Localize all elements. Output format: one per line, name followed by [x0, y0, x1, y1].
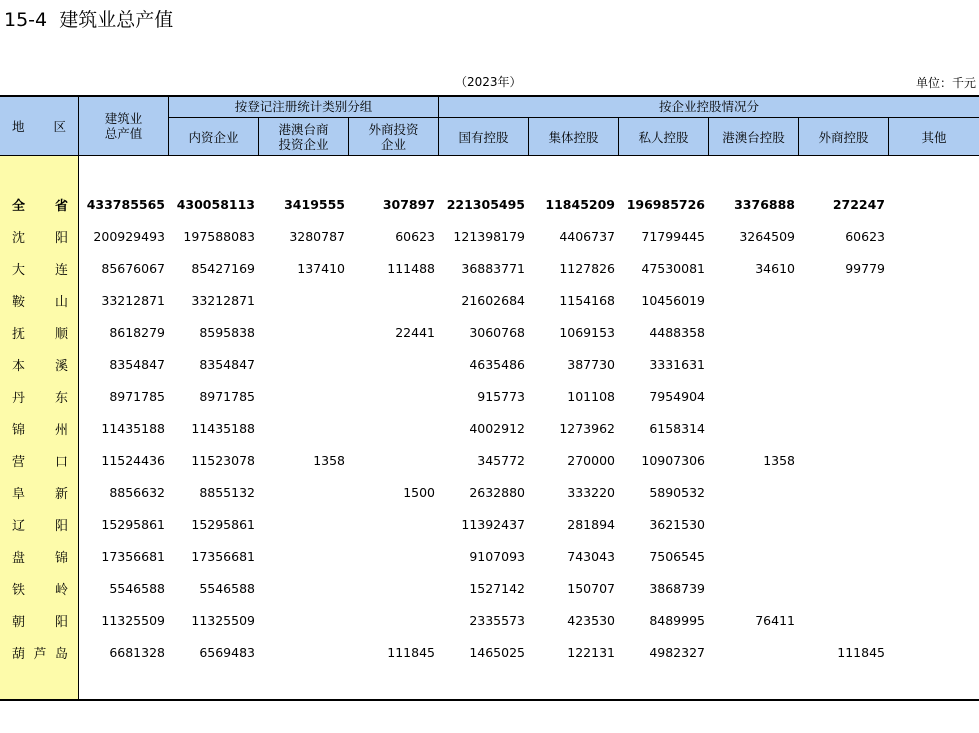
header-foreign-holding: 外商控股: [818, 129, 869, 145]
data-cell: 200929493: [93, 228, 165, 244]
data-cell: [889, 348, 979, 380]
unit-label: 单位：千元: [915, 76, 976, 90]
data-cell: [349, 604, 438, 636]
data-cell: 22441: [395, 324, 435, 340]
data-cell: 85427169: [191, 260, 255, 276]
data-cell: [349, 444, 438, 476]
data-cell: [799, 380, 888, 412]
region-char: 锦: [54, 550, 68, 566]
region-char: 辽: [12, 518, 26, 534]
region-char: 全: [12, 198, 26, 214]
data-cell: 423530: [567, 612, 615, 628]
header-region-char: 区: [53, 118, 66, 134]
row-region-label: [0, 540, 78, 572]
region-char: 连: [54, 262, 68, 278]
data-cell: 4982327: [649, 644, 705, 660]
data-cell: 21602684: [461, 292, 525, 308]
data-cell: 387730: [567, 356, 615, 372]
data-cell: [259, 540, 348, 572]
data-cell: [799, 540, 888, 572]
data-cell: 1527142: [469, 580, 525, 596]
data-cell: 430058113: [176, 196, 255, 212]
row-region-label: [0, 572, 78, 604]
data-cell: 1127826: [559, 260, 615, 276]
region-char: 鞍: [12, 294, 26, 310]
region-char: 沈: [12, 230, 26, 246]
data-cell: [709, 540, 798, 572]
region-char: 铁: [12, 582, 26, 598]
data-cell: [889, 508, 979, 540]
header-private: 私人控股: [638, 129, 689, 145]
data-cell: 15295861: [101, 516, 165, 532]
row-region-label: [0, 348, 78, 380]
data-cell: 4406737: [559, 228, 615, 244]
data-cell: 85676067: [101, 260, 165, 276]
data-cell: 7954904: [649, 388, 705, 404]
data-cell: [709, 284, 798, 316]
data-cell: 433785565: [86, 196, 165, 212]
data-cell: 8354847: [199, 356, 255, 372]
data-cell: 3264509: [739, 228, 795, 244]
data-cell: [709, 348, 798, 380]
row-region-label: [0, 252, 78, 284]
data-cell: 34610: [755, 260, 795, 276]
data-cell: [799, 348, 888, 380]
data-cell: [709, 476, 798, 508]
data-cell: 15295861: [191, 516, 255, 532]
row-region-label: [0, 188, 78, 220]
data-cell: 272247: [832, 196, 885, 212]
data-cell: 6681328: [109, 644, 165, 660]
region-char: 锦: [12, 422, 26, 438]
data-cell: [799, 604, 888, 636]
data-cell: [349, 508, 438, 540]
data-cell: 3868739: [649, 580, 705, 596]
data-cell: [709, 636, 798, 668]
data-cell: 60623: [845, 228, 885, 244]
data-cell: [259, 572, 348, 604]
data-cell: 11523078: [191, 452, 255, 468]
data-cell: 5546588: [109, 580, 165, 596]
data-cell: 197588083: [183, 228, 255, 244]
data-cell: [259, 604, 348, 636]
region-char: 顺: [54, 326, 68, 342]
data-cell: 2632880: [469, 484, 525, 500]
rule-bottom: [0, 699, 979, 701]
data-cell: [889, 380, 979, 412]
region-char: 芦: [33, 646, 47, 662]
header-other: 其他: [921, 129, 947, 145]
row-region-label: [0, 220, 78, 252]
region-char: 阜: [12, 486, 26, 502]
data-cell: 137410: [297, 260, 345, 276]
data-cell: 1465025: [469, 644, 525, 660]
data-cell: [889, 284, 979, 316]
header-hmt: 港澳台商 投资企业: [278, 122, 329, 152]
data-cell: [259, 284, 348, 316]
data-cell: 3280787: [289, 228, 345, 244]
row-region-label: [0, 316, 78, 348]
data-cell: 111488: [387, 260, 435, 276]
data-cell: [259, 636, 348, 668]
data-cell: 333220: [567, 484, 615, 500]
data-cell: [709, 380, 798, 412]
data-cell: 7506545: [649, 548, 705, 564]
row-region-label: [0, 444, 78, 476]
data-cell: 3419555: [284, 196, 345, 212]
data-cell: [349, 412, 438, 444]
data-cell: [259, 412, 348, 444]
row-region-label: [0, 604, 78, 636]
data-cell: 3060768: [469, 324, 525, 340]
region-char: 新: [54, 486, 68, 502]
region-char: 朝: [12, 614, 26, 630]
region-char: 州: [54, 422, 68, 438]
data-cell: [889, 604, 979, 636]
data-cell: 11435188: [191, 420, 255, 436]
region-char: 阳: [54, 614, 68, 630]
data-cell: [799, 444, 888, 476]
data-cell: [799, 572, 888, 604]
data-cell: 8595838: [199, 324, 255, 340]
data-cell: [349, 348, 438, 380]
row-region-label: [0, 476, 78, 508]
data-cell: [259, 508, 348, 540]
region-char: 东: [54, 390, 68, 406]
header-domestic: 内资企业: [188, 129, 239, 145]
data-cell: 111845: [837, 644, 885, 660]
data-cell: [799, 316, 888, 348]
data-cell: 11392437: [461, 516, 525, 532]
data-cell: 8354847: [109, 356, 165, 372]
data-cell: 33212871: [191, 292, 255, 308]
header-foreign: 外商投资 企业: [368, 122, 419, 152]
data-cell: 743043: [567, 548, 615, 564]
region-char: 口: [54, 454, 68, 470]
data-cell: [349, 572, 438, 604]
data-cell: 221305495: [446, 196, 525, 212]
data-cell: 10907306: [641, 452, 705, 468]
data-cell: 33212871: [101, 292, 165, 308]
region-char: 营: [12, 454, 26, 470]
data-cell: 3331631: [649, 356, 705, 372]
data-cell: [799, 284, 888, 316]
header-group-holding: 按企业控股情况分: [658, 99, 759, 114]
data-cell: 17356681: [101, 548, 165, 564]
data-cell: 76411: [755, 612, 795, 628]
data-cell: [349, 284, 438, 316]
row-region-label: [0, 508, 78, 540]
data-cell: 4488358: [649, 324, 705, 340]
data-cell: [709, 412, 798, 444]
data-cell: [709, 316, 798, 348]
data-cell: 196985726: [626, 196, 705, 212]
data-cell: 10456019: [641, 292, 705, 308]
data-cell: 8856632: [109, 484, 165, 500]
region-char: 阳: [54, 230, 68, 246]
region-char: 盘: [12, 550, 26, 566]
data-cell: 17356681: [191, 548, 255, 564]
data-cell: 1358: [763, 452, 795, 468]
region-char: 葫: [12, 646, 26, 662]
data-cell: 11325509: [191, 612, 255, 628]
row-region-label: [0, 412, 78, 444]
region-char: 丹: [12, 390, 26, 406]
data-cell: 281894: [567, 516, 615, 532]
region-char: 山: [54, 294, 68, 310]
data-cell: 6569483: [199, 644, 255, 660]
data-cell: [889, 636, 979, 668]
region-char: 岛: [54, 646, 68, 662]
data-cell: 1154168: [559, 292, 615, 308]
data-cell: 8971785: [109, 388, 165, 404]
data-cell: [259, 348, 348, 380]
data-cell: 8618279: [109, 324, 165, 340]
region-char: 溪: [54, 358, 68, 374]
data-cell: 1069153: [559, 324, 615, 340]
data-cell: 11845209: [545, 196, 615, 212]
data-cell: [889, 540, 979, 572]
region-char: 岭: [54, 582, 68, 598]
data-cell: 4002912: [469, 420, 525, 436]
data-cell: 36883771: [461, 260, 525, 276]
header-state: 国有控股: [458, 129, 509, 145]
data-cell: 3621530: [649, 516, 705, 532]
header-group-registration: 按登记注册统计类别分组: [234, 99, 373, 114]
data-cell: [349, 540, 438, 572]
data-cell: 2335573: [469, 612, 525, 628]
data-cell: [709, 508, 798, 540]
data-cell: 101108: [567, 388, 615, 404]
data-cell: 60623: [395, 228, 435, 244]
data-cell: 121398179: [453, 228, 525, 244]
data-cell: 99779: [845, 260, 885, 276]
region-char: 省: [54, 198, 68, 214]
data-cell: 8971785: [199, 388, 255, 404]
region-char: 大: [12, 262, 26, 278]
region-char: 阳: [54, 518, 68, 534]
header-region-char: 地: [12, 118, 25, 134]
row-region-label: [0, 380, 78, 412]
data-cell: 307897: [382, 196, 435, 212]
table-title: 15-4 建筑业总产值: [4, 9, 174, 31]
data-cell: [889, 572, 979, 604]
data-cell: 8855132: [199, 484, 255, 500]
data-cell: 5546588: [199, 580, 255, 596]
data-cell: 71799445: [641, 228, 705, 244]
header-hmt-holding: 港澳台控股: [722, 129, 785, 145]
data-cell: 915773: [477, 388, 525, 404]
data-cell: 3376888: [734, 196, 795, 212]
data-cell: 4635486: [469, 356, 525, 372]
data-cell: 345772: [477, 452, 525, 468]
data-cell: 5890532: [649, 484, 705, 500]
data-cell: [799, 412, 888, 444]
data-cell: [349, 380, 438, 412]
data-cell: [259, 476, 348, 508]
data-cell: [799, 476, 888, 508]
year-label: （2023年）: [455, 75, 522, 89]
row-region-label: [0, 284, 78, 316]
header-total: 建筑业 总产值: [104, 111, 143, 141]
data-cell: 9107093: [469, 548, 525, 564]
data-cell: 270000: [567, 452, 615, 468]
data-cell: 11325509: [101, 612, 165, 628]
data-cell: 1500: [403, 484, 435, 500]
data-cell: 11435188: [101, 420, 165, 436]
data-cell: 11524436: [101, 452, 165, 468]
data-cell: [889, 220, 979, 252]
data-cell: [889, 476, 979, 508]
data-cell: [709, 572, 798, 604]
data-cell: [889, 316, 979, 348]
row-region-label: [0, 636, 78, 668]
data-cell: 150707: [567, 580, 615, 596]
data-cell: 1273962: [559, 420, 615, 436]
data-cell: [889, 252, 979, 284]
data-cell: [799, 508, 888, 540]
data-cell: [889, 444, 979, 476]
header-region: [0, 96, 78, 156]
data-cell: 47530081: [641, 260, 705, 276]
data-cell: [889, 188, 979, 220]
data-cell: 8489995: [649, 612, 705, 628]
data-cell: [259, 316, 348, 348]
region-char: 本: [12, 358, 26, 374]
header-collective: 集体控股: [548, 129, 599, 145]
region-char: 抚: [12, 326, 26, 342]
data-cell: 6158314: [649, 420, 705, 436]
data-cell: [889, 412, 979, 444]
data-cell: 111845: [387, 644, 435, 660]
data-cell: 122131: [567, 644, 615, 660]
data-cell: [259, 380, 348, 412]
data-cell: 1358: [313, 452, 345, 468]
